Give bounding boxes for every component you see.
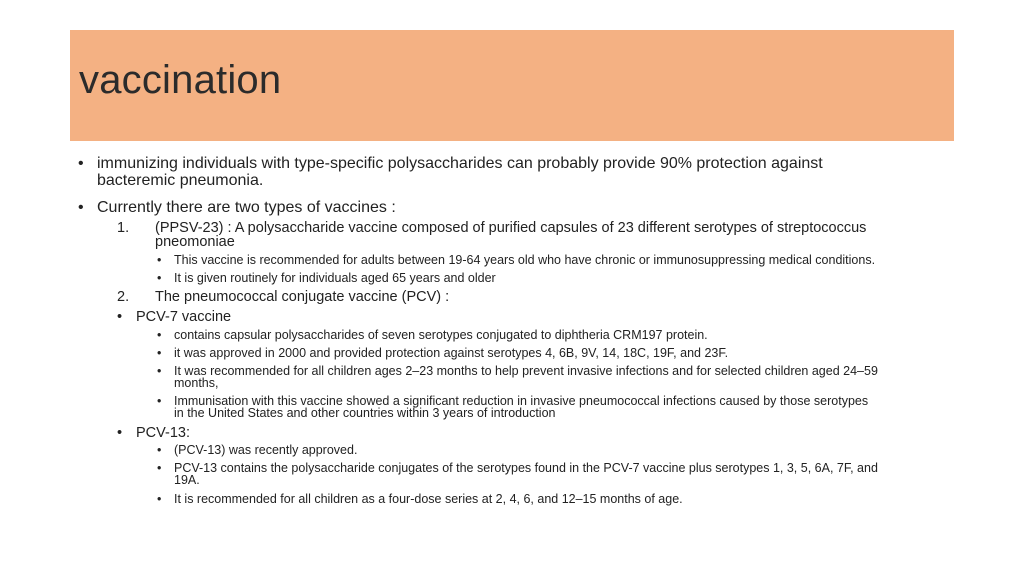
sub-bullet-text-line2: 19A. bbox=[174, 473, 200, 487]
bullet-text-line2: bacteremic pneumonia. bbox=[97, 172, 264, 189]
item-text: The pneumococcal conjugate vaccine (PCV) : bbox=[155, 289, 450, 305]
sub-bullet-marker: • bbox=[157, 364, 162, 378]
sub-bullet-marker: • bbox=[157, 346, 162, 360]
sub-bullet-marker: • bbox=[157, 461, 162, 475]
sub-bullet-text-line2: months, bbox=[174, 376, 219, 390]
sub-bullet-marker: • bbox=[157, 492, 162, 506]
sub-bullet-marker: • bbox=[157, 271, 162, 285]
sub-bullet-text: it was approved in 2000 and provided protection against serotypes 4, 6B, 9V, 14, 18C, 19F, and 23F. bbox=[174, 346, 729, 360]
sub-bullet-text: It is recommended for all children as a four-dose series at 2, 4, 6, and 12–15 months of age. bbox=[174, 492, 683, 506]
bullet-text: Currently there are two types of vaccines : bbox=[97, 199, 396, 216]
item-number: 2. bbox=[117, 289, 130, 305]
bullet-marker: • bbox=[117, 425, 123, 441]
sub-bullet-marker: • bbox=[157, 443, 162, 457]
sub-bullet-text-line1: It was recommended for all children ages 2–23 months to help prevent invasive infections and for selected children aged 24–59 bbox=[174, 364, 878, 378]
title-banner bbox=[70, 30, 954, 141]
sub-bullet-text-line1: PCV-13 contains the polysaccharide conjugates of the serotypes found in the PCV-7 vaccine plus serotypes 1, 3, 5, 6A, 7F, and bbox=[174, 461, 878, 475]
sub-bullet-marker: • bbox=[157, 253, 162, 267]
bullet-label: PCV-13: bbox=[136, 425, 190, 441]
sub-bullet-text: contains capsular polysaccharides of seven serotypes conjugated to diphtheria CRM197 protein. bbox=[174, 328, 708, 342]
item-text-line2: pneomoniae bbox=[155, 234, 235, 250]
bullet-marker: • bbox=[78, 199, 84, 216]
sub-bullet-marker: • bbox=[157, 328, 162, 342]
item-number: 1. bbox=[117, 220, 130, 236]
bullet-text-line1: immunizing individuals with type-specific polysaccharides can probably provide 90% protection against bbox=[97, 155, 823, 172]
sub-bullet-text: This vaccine is recommended for adults between 19-64 years old who have chronic or immunosuppressing medical conditions. bbox=[174, 253, 876, 267]
sub-bullet-text-line2: in the United States and other countries within 3 years of introduction bbox=[174, 406, 556, 420]
sub-bullet-text: (PCV-13) was recently approved. bbox=[174, 443, 358, 457]
bullet-marker: • bbox=[78, 155, 84, 172]
bullet-marker: • bbox=[117, 309, 123, 325]
bullet-label: PCV-7 vaccine bbox=[136, 309, 232, 325]
sub-bullet-text: It is given routinely for individuals aged 65 years and older bbox=[174, 271, 496, 285]
item-text-line1: (PPSV-23) : A polysaccharide vaccine composed of purified capsules of 23 different serotypes of streptococcus bbox=[155, 220, 867, 236]
sub-bullet-text-line1: Immunisation with this vaccine showed a significant reduction in invasive pneumococcal infections caused by those serotypes bbox=[174, 394, 869, 408]
sub-bullet-marker: • bbox=[157, 394, 162, 408]
slide-title: vaccination bbox=[79, 58, 282, 102]
